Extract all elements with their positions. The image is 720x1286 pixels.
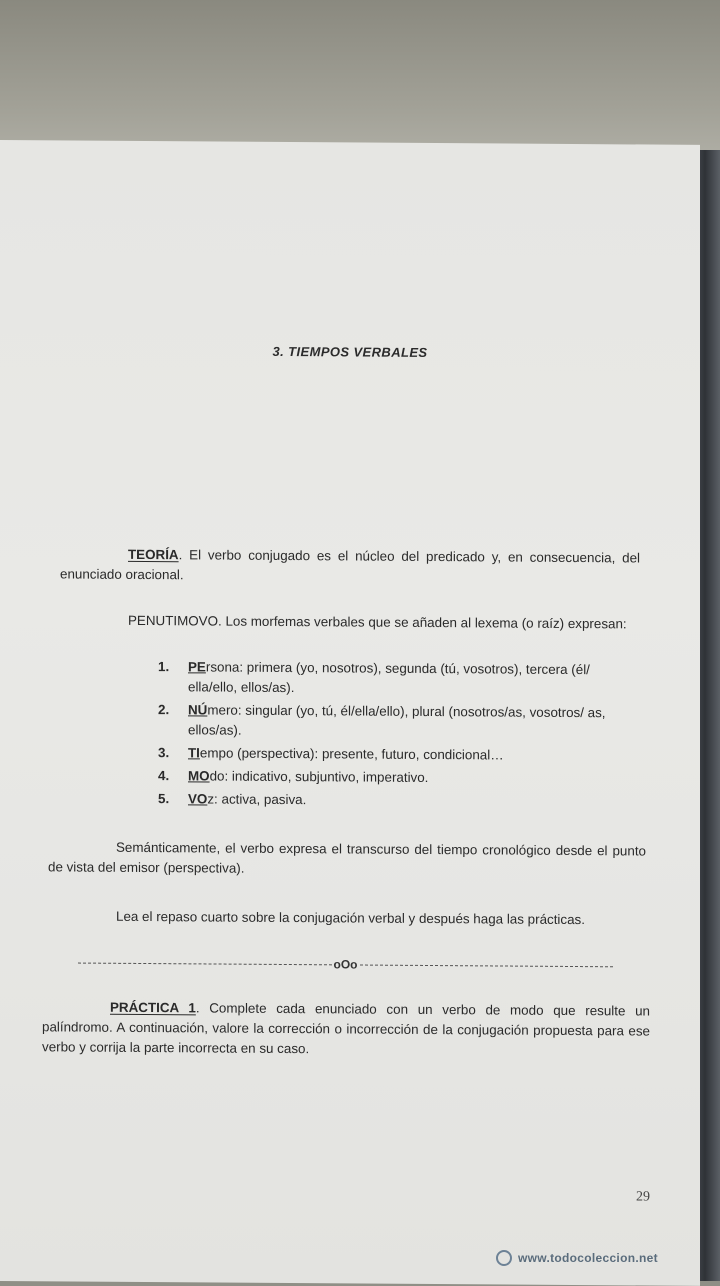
watermark-logo-icon	[496, 1250, 512, 1266]
list-item	[152, 789, 642, 812]
item-key: VO	[188, 791, 208, 807]
page-number: 29	[636, 1189, 650, 1205]
section-divider	[78, 956, 613, 974]
item-text: rsona: primera (yo, nosotros), segunda (tú, vosotros), tercera (él/ ella/ello, ellos/as).	[188, 659, 590, 696]
penutimovo-paragraph: PENUTIMOVO. Los morfemas verbales que se añaden al lexema (o raíz) expresan:	[128, 612, 627, 632]
divider-line-left	[78, 962, 332, 965]
list-item	[152, 700, 642, 743]
item-key: NÚ	[188, 702, 208, 718]
background-surface	[0, 0, 720, 160]
list-item	[152, 657, 642, 700]
item-number: 2.	[158, 702, 170, 718]
watermark	[496, 1250, 658, 1266]
practica-text: . Complete cada enunciado con un verbo de modo que resulte un palíndromo. A continuación, valore la corrección o incorrección de la conjugación propuesta para ese verbo y corrija la parte incorrecta en su caso.	[42, 1000, 651, 1057]
item-number: 1.	[158, 659, 170, 675]
teoria-text: . El verbo conjugado es el núcleo del predicado y, en consecuencia, del enunciado oracional.	[60, 547, 640, 583]
list-item	[152, 743, 642, 766]
item-key: MO	[188, 768, 210, 784]
practica-paragraph	[42, 997, 650, 1061]
practica-label: PRÁCTICA 1	[110, 999, 196, 1016]
section-heading: 3. TIEMPOS VERBALES	[272, 343, 428, 360]
watermark-text: www.todocoleccion.net	[518, 1251, 658, 1265]
list-item	[152, 766, 642, 789]
item-key: TI	[188, 745, 200, 761]
item-number: 4.	[158, 768, 170, 784]
morpheme-list	[152, 657, 642, 815]
semantica-paragraph: Semánticamente, el verbo expresa el transcurso del tiempo cronológico desde el punto de vista del emisor (perspectiva).	[48, 839, 646, 876]
item-text: z: activa, pasiva.	[207, 791, 307, 808]
item-key: PE	[188, 659, 206, 675]
divider-mark: oOo	[333, 957, 358, 972]
teoria-paragraph	[60, 544, 640, 588]
item-text: empo (perspectiva): presente, futuro, condicional…	[199, 745, 504, 763]
book-page	[0, 140, 700, 1286]
teoria-label: TEORÍA	[128, 546, 179, 563]
item-number: 5.	[158, 791, 170, 807]
item-text: mero: singular (yo, tú, él/ella/ello), plural (nosotros/as, vosotros/ as, ellos/as).	[188, 702, 606, 738]
divider-line-right	[360, 964, 614, 967]
item-text: do: indicativo, subjuntivo, imperativo.	[209, 768, 429, 785]
item-number: 3.	[158, 745, 170, 761]
repaso-paragraph: Lea el repaso cuarto sobre la conjugación verbal y después haga las prácticas.	[116, 908, 585, 928]
